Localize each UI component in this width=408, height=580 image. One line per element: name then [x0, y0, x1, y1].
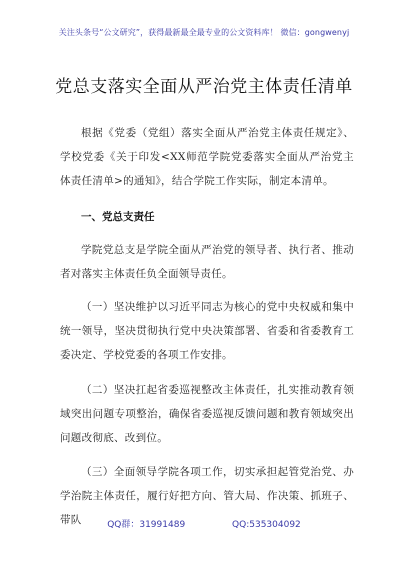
promo-banner: 关注头条号“公文研究”，获得最新最全最专业的公文资料库！ 微信：gongwenyj: [58, 28, 350, 37]
qq-label: QQ:535304092: [232, 520, 301, 530]
list-item-3: （三）全面领导学院各项工作，切实承担起管党治党、办学治院主体责任，履行好把方向、管大局、作决策、抓班子、带队: [60, 466, 354, 526]
list-item-1: （一）坚决维护以习近平同志为核心的党中央权威和集中统一领导，坚决贯彻执行党中央决策部署、省委和省委教育工委决定、学校党委的各项工作安排。: [60, 301, 354, 361]
list-item-2: （二）坚决扛起省委巡视整改主体责任，扎实推动教育领域突出问题专项整治，确保省委巡视反馈问题和教育领域突出问题改彻底、改到位。: [60, 384, 354, 444]
document-title: 党总支落实全面从严治党主体责任清单: [55, 77, 353, 97]
qq-group-label: QQ群：31991489: [107, 520, 186, 530]
footer-contact: [0, 517, 408, 530]
section-lead-paragraph: 学院党总支是学院全面从严治党的领导者、执行者、推动者对落实主体责任负全面领导责任。: [60, 244, 354, 280]
intro-paragraph: 根据《党委（党组）落实全面从严治党主体责任规定》、学校党委《关于印发<XX师范学院党委落实全面从严治党主体责任清单>的通知》，结合学院工作实际，制定本清单。: [60, 127, 354, 187]
section-heading: 一、党总支责任: [81, 211, 155, 223]
